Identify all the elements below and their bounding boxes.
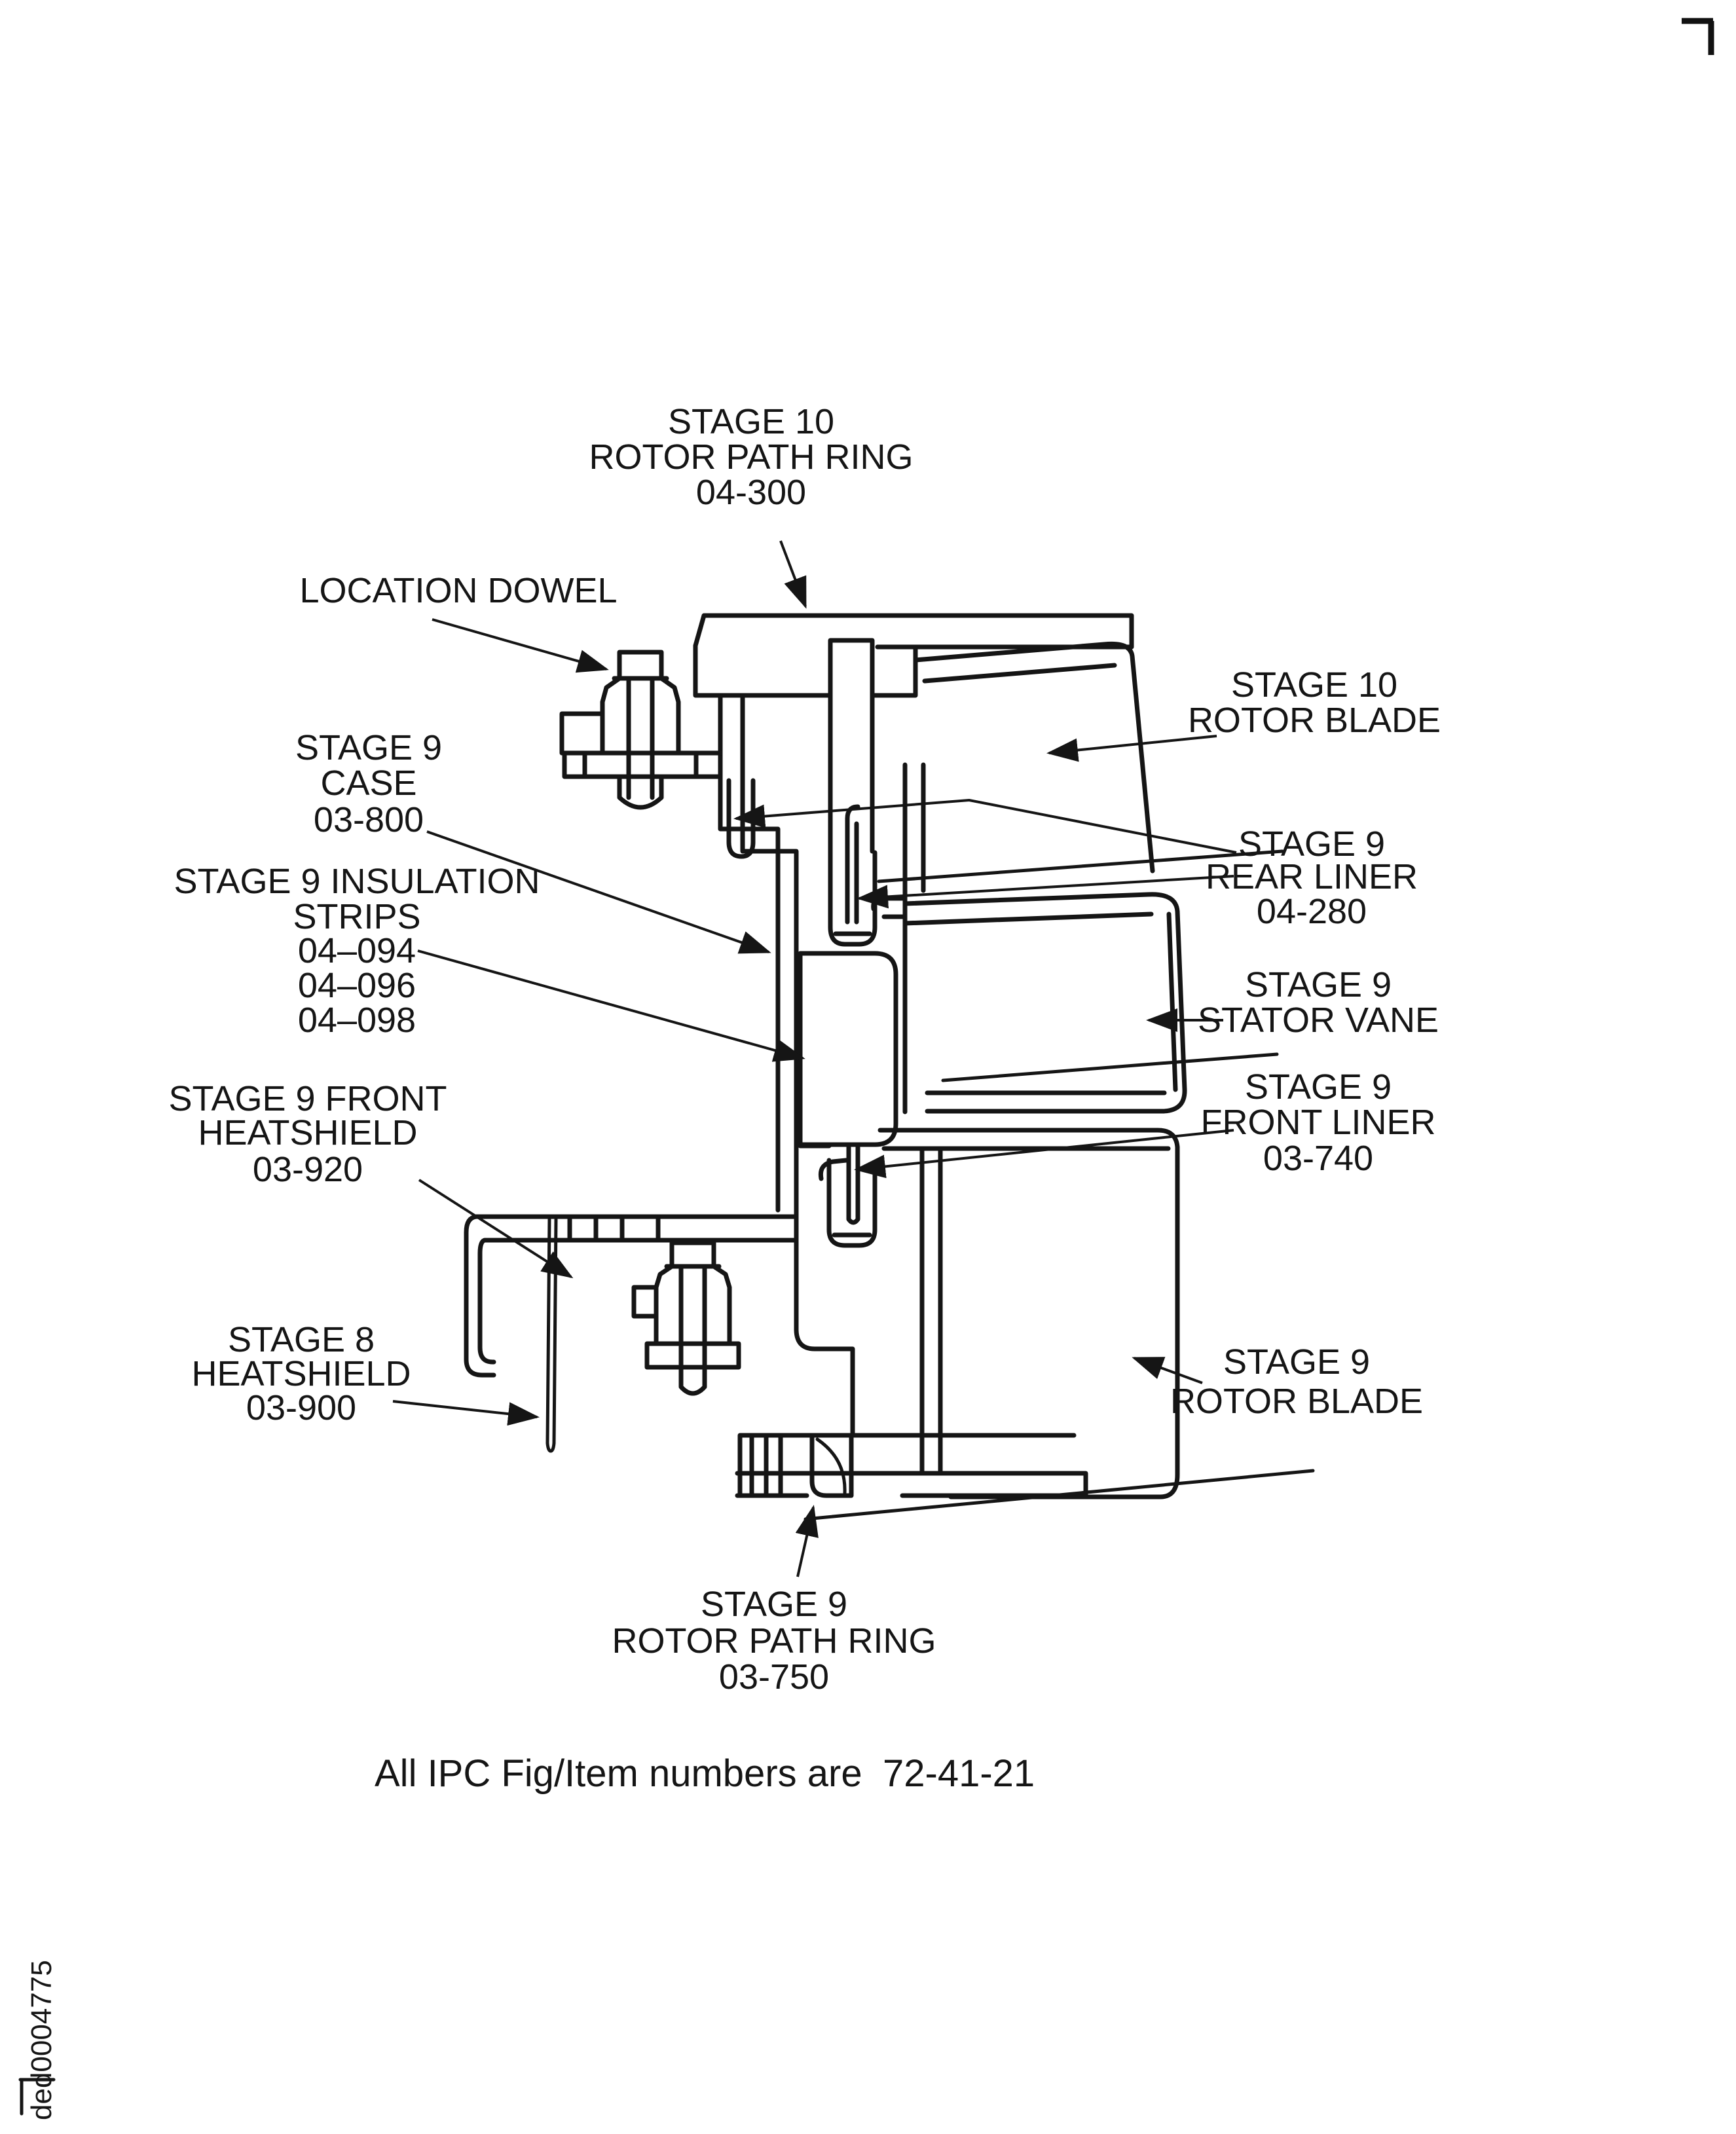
label-line: STAGE 9 INSULATION — [174, 862, 540, 901]
label-line: FRONT LINER — [1200, 1103, 1436, 1142]
label-line: 04–096 — [297, 966, 416, 1005]
label-line: 04–094 — [297, 931, 416, 970]
label-line: 03-900 — [246, 1388, 357, 1427]
label-line: STAGE 9 — [1223, 1342, 1371, 1382]
label-stage9-stator-vane — [1198, 965, 1439, 1040]
label-line: STAGE 9 — [700, 1585, 848, 1624]
leader-location-dowel — [432, 619, 606, 669]
label-line: ROTOR PATH RING — [589, 437, 914, 477]
label-line: HEATSHIELD — [198, 1113, 418, 1152]
label-line: STAGE 10 — [1230, 665, 1398, 705]
stage9-insulation-strips-part — [800, 953, 896, 1145]
label-line: 03-920 — [252, 1150, 363, 1189]
inner-support-walls — [905, 765, 940, 1473]
label-stage10-rotor-path-ring — [589, 402, 913, 512]
label-stage9-case — [295, 728, 442, 839]
leader-stage9-insulation-strips — [418, 951, 803, 1058]
label-line: 04–098 — [297, 1001, 416, 1040]
label-line: STAGE 9 — [1238, 824, 1386, 864]
label-line: STAGE 9 — [1244, 965, 1392, 1004]
label-line: CASE — [320, 763, 417, 803]
document-id: ded0004775 — [26, 1960, 58, 2120]
callout-labels — [168, 402, 1441, 1697]
stage9-rotor-path-ring-part — [737, 1435, 1086, 1496]
label-line: STAGE 9 — [295, 728, 443, 767]
label-location-dowel — [299, 571, 617, 610]
label-line: STAGE 10 — [667, 402, 835, 441]
label-stage10-rotor-blade — [1188, 665, 1441, 740]
label-stage9-insulation-strips — [174, 862, 540, 1040]
ipc-note-text: All IPC Fig/Item numbers are — [375, 1752, 862, 1795]
leader-stage9-rear-liner-2 — [736, 800, 1236, 853]
label-line: HEATSHIELD — [191, 1354, 411, 1393]
label-line: STAGE 9 FRONT — [168, 1079, 447, 1118]
label-line: LOCATION DOWEL — [299, 571, 618, 610]
label-line: 03-740 — [1263, 1139, 1374, 1178]
corner-marks — [20, 21, 1713, 2114]
label-line: 03-800 — [313, 800, 424, 839]
label-stage9-front-liner — [1200, 1067, 1435, 1178]
stage9-rotor-blade-part — [805, 1147, 1313, 1519]
leader-stage8-heatshield — [393, 1401, 537, 1417]
label-line: 04-300 — [695, 473, 807, 512]
label-line: STATOR VANE — [1197, 1001, 1439, 1040]
label-stage9-rear-liner — [1206, 824, 1418, 931]
label-line: ROTOR BLADE — [1187, 701, 1441, 740]
stage10-rotor-blade-part — [879, 644, 1282, 881]
label-line: ROTOR BLADE — [1170, 1382, 1424, 1421]
stage9-front-heatshield-part — [466, 1217, 658, 1375]
label-stage8-heatshield — [191, 1320, 411, 1427]
label-line: 03-750 — [718, 1657, 830, 1697]
ipc-note — [375, 1752, 1035, 1795]
label-stage9-rotor-path-ring — [612, 1585, 936, 1697]
stage10-rotor-path-ring-part — [695, 616, 1132, 695]
label-stage9-rotor-blade — [1170, 1342, 1423, 1421]
stage8-heatshield-part — [547, 1219, 556, 1451]
leader-stage9-rotor-blade — [1134, 1358, 1202, 1383]
stage9-front-liner-part — [800, 1146, 875, 1245]
heatshield-bolt-part — [634, 1243, 739, 1393]
label-line: STAGE 8 — [227, 1320, 375, 1359]
label-line: 04-280 — [1256, 892, 1367, 931]
leader-stage10-rotor-path-ring — [781, 541, 805, 606]
top-right-corner-mark — [1682, 21, 1713, 55]
label-stage9-front-heatshield — [168, 1079, 447, 1189]
label-line: REAR LINER — [1205, 857, 1418, 896]
ipc-note-number: 72-41-21 — [883, 1752, 1035, 1795]
label-line: STRIPS — [293, 897, 421, 936]
label-line: ROTOR PATH RING — [612, 1621, 936, 1661]
label-line: STAGE 9 — [1244, 1067, 1392, 1107]
stage9-rear-liner-part — [729, 695, 875, 944]
